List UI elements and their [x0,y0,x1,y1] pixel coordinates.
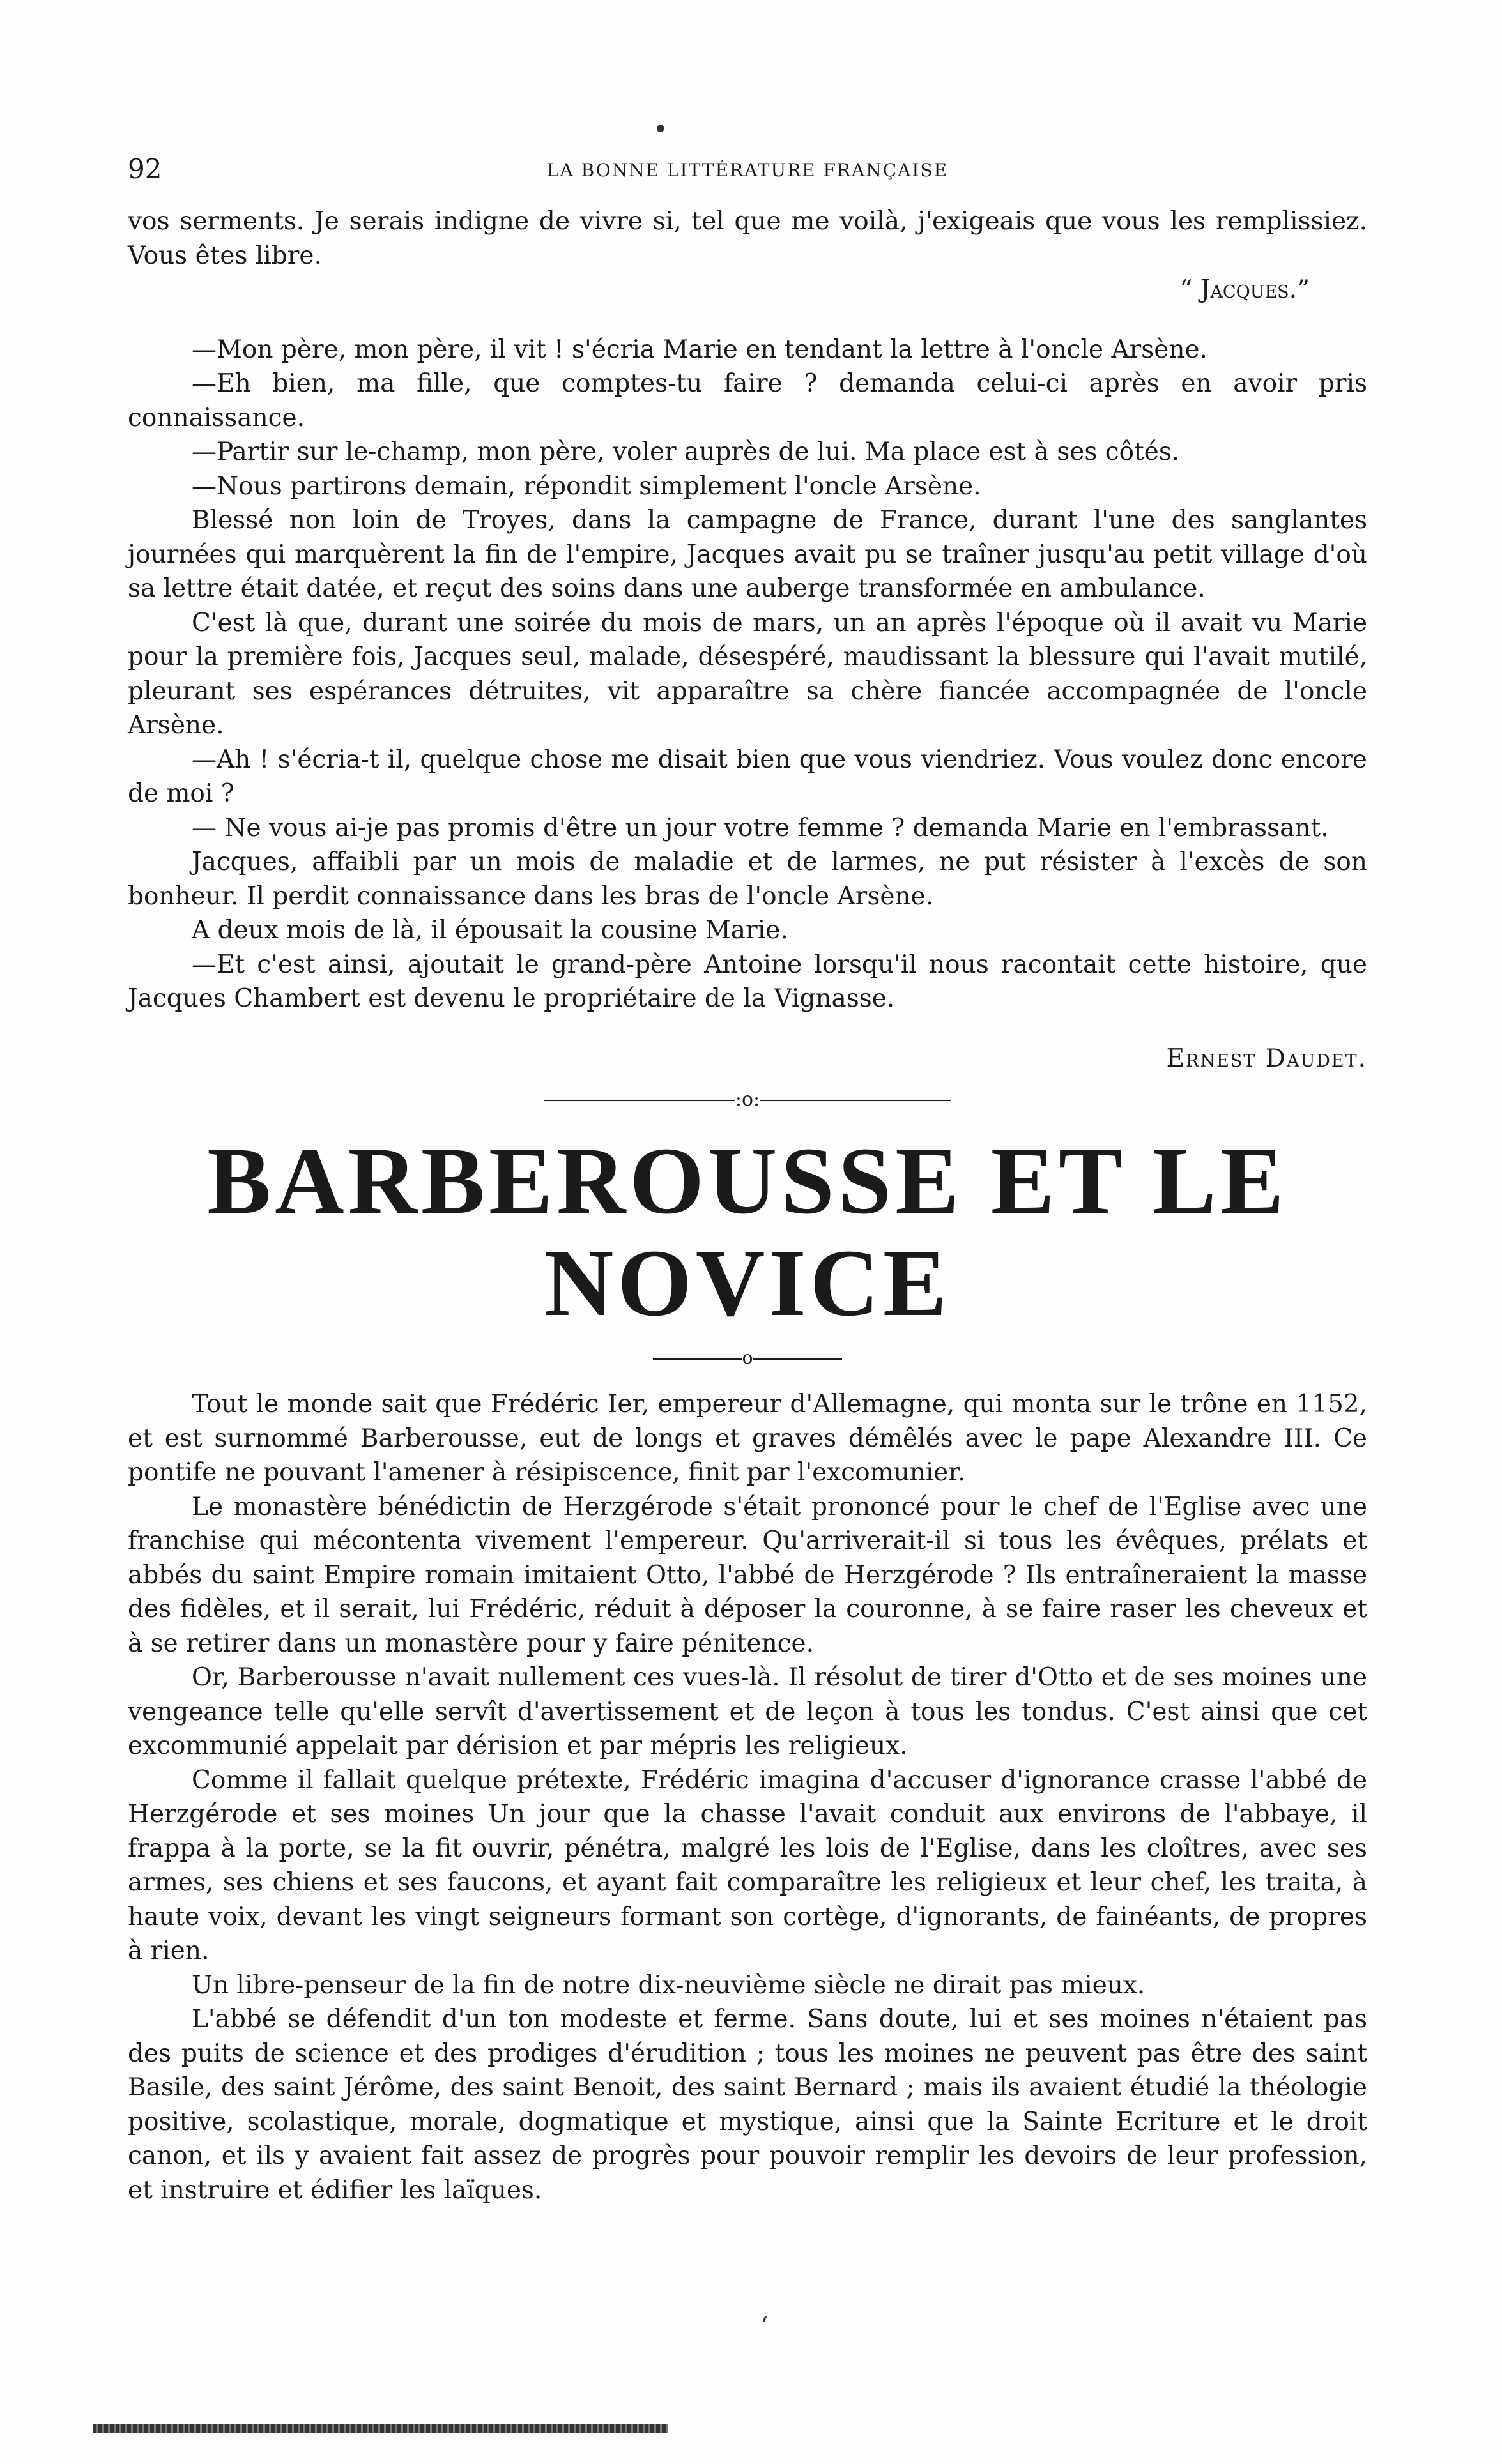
paragraph: Tout le monde sait que Frédéric Ier, empereur d'Allemagne, qui monta sur le trône en 1152, et est surnommé Barberousse, eut de longs et graves démêlés avec le pape Alexandre III. Ce pontife ne pouvant l'amener à résipiscence, finit par l'excomunier. [128,1390,1367,1487]
paragraph: —Nous partirons demain, répondit simplement l'oncle Arsène. [192,471,981,501]
scan-edge-artifact [93,2424,668,2433]
paragraph: vos serments. Je serais indigne de vivre si, tel que me voilà, j'exigeais que vous les remplissiez. Vous êtes libre. [128,207,1367,270]
top-dot-mark: • [653,115,668,144]
paragraph: —Et c'est ainsi, ajoutait le grand-père Antoine lorsqu'il nous racontait cette histoire, que Jacques Chambert est devenu le propriétaire de la Vignasse. [128,950,1367,1013]
title-separator-ornament: o [742,1347,753,1368]
paragraph: A deux mois de là, il épousait la cousine Marie. [192,916,788,945]
title-separator-rule-left [653,1358,742,1360]
paragraph: Comme il fallait quelque prétexte, Frédéric imagina d'accuser d'ignorance crasse l'abbé de Herzgérode et ses moines Un jour que la chasse l'avait conduit aux environs de l'abbaye, il frappa à la porte, se la fit ouvrir, pénétra, malgré les lois de l'Eglise, dans les cloîtres, avec ses armes, ses chiens et ses faucons, et ayant fait comparaître les religieux et leur chef, les traita, à haute voix, devant les vingt seigneurs formant son cortège, d'ignorants, de fainéants, de propres à rien. [128,1765,1367,1965]
paragraph: —Ah ! s'écria-t il, quelque chose me disait bien que vous viendriez. Vous voulez donc encore de moi ? [128,745,1367,808]
author-signature: Ernest Daudet. [1166,1044,1367,1073]
paragraph: Blessé non loin de Troyes, dans la campagne de France, durant l'une des sanglantes journées qui marquèrent la fin de l'empire, Jacques avait pu se traîner jusqu'au petit village d'où sa lettre était datée, et reçut des soins dans une auberge transformée en ambulance. [128,506,1367,603]
bottom-stray-mark: ʻ [760,2312,769,2341]
separator-rule-left [544,1100,735,1101]
paragraph: Jacques, affaibli par un mois de maladie et de larmes, ne put résister à l'excès de son bonheur. Il perdit connaissance dans les bras de l'oncle Arsène. [128,848,1367,911]
section-separator [128,1088,1367,1111]
paragraph: —Partir sur le-champ, mon père, voler auprès de lui. Ma place est à ses côtés. [192,437,1180,466]
page-header [128,153,1367,204]
paragraph: Or, Barberousse n'avait nullement ces vues-là. Il résolut de tirer d'Otto et de ses moines une vengeance telle qu'elle servît d'avertissement et de leçon à tous les tondus. C'est ainsi que cet excommunié appelait par dérision et par mépris les religieux. [128,1663,1367,1760]
separator-rule-right [760,1100,951,1101]
paragraph: — Ne vous ai-je pas promis d'être un jour votre femme ? demanda Marie en l'embrassant. [192,813,1329,842]
paragraph: —Mon père, mon père, il vit ! s'écria Marie en tendant la lettre à l'oncle Arsène. [192,335,1207,364]
story-title: BARBEROUSSE ET LE NOVICE [207,1128,1288,1336]
paragraph: L'abbé se défendit d'un ton modeste et ferme. Sans doute, lui et ses moines n'étaient pas des puits de science et des prodiges d'érudition ; tous les moines ne peuvent pas être des saint Basile, des saint Jérôme, des saint Benoit, des saint Bernard ; mais ils avaient étudié la théologie positive, scolastique, morale, dogmatique et mystique, ainsi que la Sainte Ecriture et le droit canon, et ils y avaient fait assez de progrès pour pouvoir remplir les devoirs de leur profession, et instruire et édifier les laïques. [128,2005,1367,2205]
running-title: LA BONNE LITTÉRATURE FRANÇAISE [546,160,949,181]
paragraph: Un libre-penseur de la fin de notre dix-neuvième siècle ne dirait pas mieux. [192,1970,1146,2000]
paragraph: C'est là que, durant une soirée du mois de mars, un an après l'époque où il avait vu Marie pour la première fois, Jacques seul, malade, désespéré, maudissant la blessure qui l'avait mutilé, pleurant ses espérances détruites, vit apparaître sa chère fiancée accompagnée de l'oncle Arsène. [128,608,1367,740]
new-story [128,1130,1367,2207]
letter-signature: “ Jacques.” [1179,275,1310,304]
document-page [128,153,1367,2207]
previous-story-ending [128,204,1367,1076]
title-separator [128,1347,1367,1368]
paragraph: Le monastère bénédictin de Herzgérode s'était prononcé pour le chef de l'Eglise avec une franchise qui mécontenta vivement l'empereur. Qu'arriverait-il si tous les évêques, prélats et abbés du saint Empire romain imitaient Otto, l'abbé de Herzgérode ? Ils entraîneraient la masse des fidèles, et il serait, lui Frédéric, réduit à déposer la couronne, à se faire raser les cheveux et à se retirer dans un monastère pour y faire pénitence. [128,1492,1367,1658]
paragraph: —Eh bien, ma fille, que comptes-tu faire ? demanda celui-ci après en avoir pris connaissance. [128,369,1367,432]
title-separator-rule-right [753,1358,842,1360]
page-number: 92 [128,153,162,185]
separator-ornament: :o: [735,1088,760,1111]
